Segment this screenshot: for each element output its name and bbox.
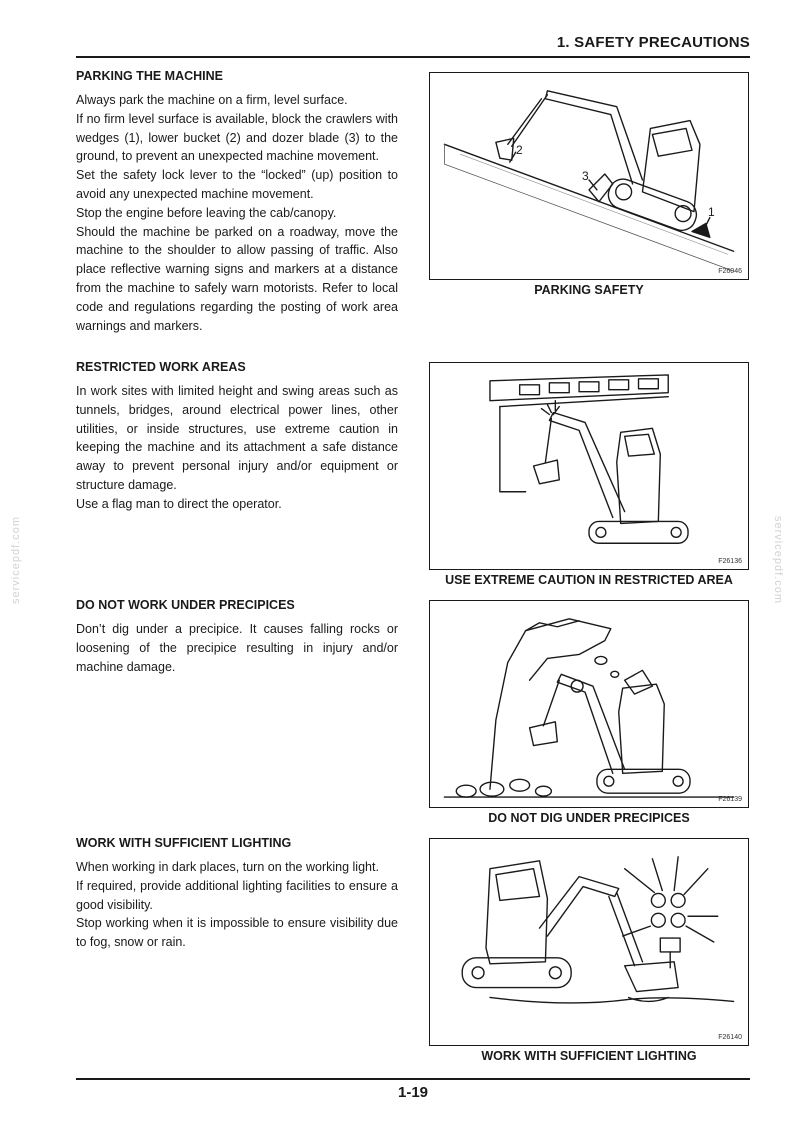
restricted-area-illustration — [430, 363, 748, 569]
precipice-illustration — [430, 601, 748, 807]
figure-lighting — [429, 838, 749, 1046]
figure-code: F26136 — [718, 558, 742, 565]
figure-caption: PARKING SAFETY — [534, 283, 644, 297]
section-precipice — [76, 598, 398, 676]
figure-parking-safety — [429, 72, 749, 280]
lighting-illustration — [430, 839, 748, 1045]
paragraph: Use a flag man to direct the operator. — [76, 496, 282, 511]
section-parking — [76, 69, 398, 335]
section-lighting — [76, 836, 398, 952]
figure-restricted-area — [429, 362, 749, 570]
figure-caption: USE EXTREME CAUTION IN RESTRICTED AREA — [445, 573, 733, 587]
section-heading: DO NOT WORK UNDER PRECIPICES — [76, 598, 295, 612]
watermark-left: servicepdf.com — [10, 516, 22, 604]
paragraph: If required, provide additional lighting facilities to ensure a good visibility. — [76, 878, 398, 912]
header-rule — [76, 56, 750, 58]
section-heading: RESTRICTED WORK AREAS — [76, 360, 246, 374]
paragraph: In work sites with limited height and swing areas such as tunnels, bridges, around electrical power lines, other utilities, or inside structures, use extreme caution in keeping the machine and its attachment a safe distance away to prevent personal injury and/or equipment or structure damage. — [76, 384, 398, 492]
figure-code: F26140 — [718, 1034, 742, 1041]
paragraph: When working in dark places, turn on the working light. — [76, 860, 379, 874]
figure-caption: WORK WITH SUFFICIENT LIGHTING — [481, 1049, 697, 1063]
paragraph: Stop the engine before leaving the cab/canopy. — [76, 205, 337, 220]
callout-dozer-blade: 3 — [582, 169, 589, 183]
paragraph: Always park the machine on a firm, level surface. — [76, 93, 348, 107]
figure-code: F26139 — [718, 796, 742, 803]
callout-wedge: 1 — [708, 205, 715, 219]
section-heading: PARKING THE MACHINE — [76, 69, 223, 83]
paragraph: Set the safety lock lever to the “locked” (up) position to avoid any unexpected machine movement. — [76, 168, 398, 201]
figure-caption: DO NOT DIG UNDER PRECIPICES — [488, 811, 690, 825]
footer-rule — [76, 1078, 750, 1080]
paragraph: Don’t dig under a precipice. It causes falling rocks or loosening of the precipice resulting in injury and/or machine damage. — [76, 622, 398, 674]
paragraph: Stop working when it is impossible to ensure visibility due to fog, snow or rain. — [76, 916, 398, 950]
page-header-title: 1. SAFETY PRECAUTIONS — [556, 34, 750, 51]
section-heading: WORK WITH SUFFICIENT LIGHTING — [76, 836, 292, 850]
parking-illustration — [430, 73, 748, 279]
paragraph: Should the machine be parked on a roadway, move the machine to the shoulder to allow passing of traffic. Also place reflective warning signs and markers at a distance from the machine to safely warn motorists. Refer to local code and regulations regarding the posting of work area warnings and markers. — [76, 224, 398, 333]
watermark-right: servicepdf.com — [772, 516, 784, 604]
page-number: 1-19 — [397, 1084, 429, 1101]
paragraph: If no firm level surface is available, block the crawlers with wedges (1), lower bucket (2) and dozer blade (3) to the ground, to prevent an unexpected machine movement. — [76, 111, 398, 164]
figure-precipice — [429, 600, 749, 808]
section-restricted — [76, 360, 398, 514]
callout-bucket: 2 — [516, 143, 523, 157]
figure-code: F26046 — [718, 268, 742, 275]
